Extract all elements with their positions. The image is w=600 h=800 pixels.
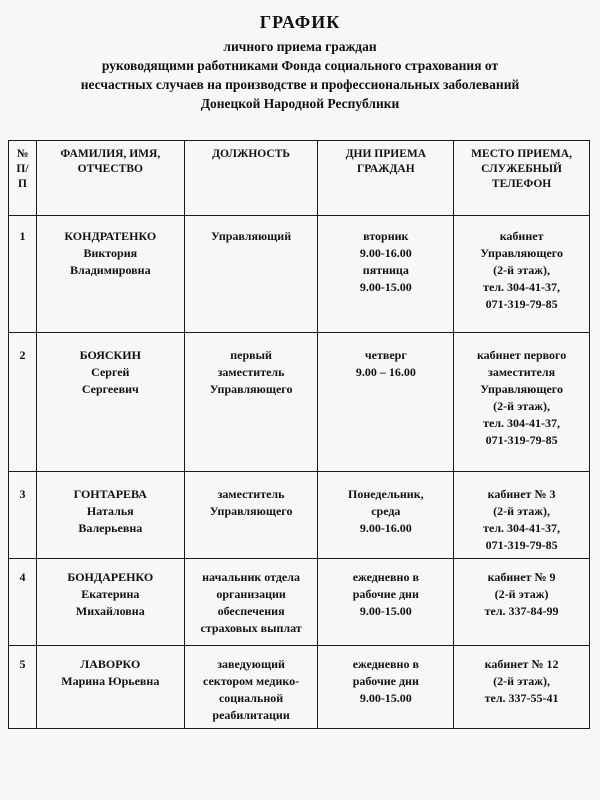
person-position: первый заместитель Управляющего	[184, 333, 318, 472]
row-number: 5	[9, 646, 37, 729]
subtitle-line-1: личного приема граждан	[223, 39, 377, 54]
reception-schedule-table	[8, 140, 590, 729]
person-name: БОЯСКИН Сергей Сергеевич	[36, 333, 184, 472]
document-title: ГРАФИК	[259, 12, 341, 32]
person-position: Управляющий	[184, 216, 318, 333]
reception-days: четверг 9.00 – 16.00	[318, 333, 454, 472]
reception-days: ежедневно в рабочие дни 9.00-15.00	[318, 646, 454, 729]
person-name: ЛАВОРКО Марина Юрьевна	[36, 646, 184, 729]
subtitle-line-2: руководящими работниками Фонда социального страхования от	[101, 58, 499, 73]
row-number: 2	[9, 333, 37, 472]
header-position: ДОЛЖНОСТЬ	[184, 141, 318, 216]
reception-place: кабинет № 12 (2-й этаж), тел. 337-55-41	[454, 646, 590, 729]
reception-days: ежедневно в рабочие дни 9.00-15.00	[318, 559, 454, 646]
header-reception-days: ДНИ ПРИЕМА ГРАЖДАН	[318, 141, 454, 216]
reception-days: вторник 9.00-16.00 пятница 9.00-15.00	[318, 216, 454, 333]
document-header	[0, 12, 600, 113]
person-position: начальник отдела организации обеспечения страховых выплат	[184, 559, 318, 646]
subtitle-line-4: Донецкой Народной Республики	[200, 96, 400, 111]
person-name: БОНДАРЕНКО Екатерина Михайловна	[36, 559, 184, 646]
reception-place: кабинет первого заместителя Управляющего (2-й этаж), тел. 304-41-37, 071-319-79-85	[454, 333, 590, 472]
header-number: № П/ П	[9, 141, 37, 216]
row-number: 1	[9, 216, 37, 333]
table-row	[9, 333, 590, 472]
reception-place: кабинет № 3 (2-й этаж), тел. 304-41-37, 071-319-79-85	[454, 472, 590, 559]
table-header-row	[9, 141, 590, 216]
table-row	[9, 472, 590, 559]
reception-place: кабинет Управляющего (2-й этаж), тел. 304-41-37, 071-319-79-85	[454, 216, 590, 333]
header-full-name: ФАМИЛИЯ, ИМЯ, ОТЧЕСТВО	[36, 141, 184, 216]
reception-days: Понедельник, среда 9.00-16.00	[318, 472, 454, 559]
header-reception-place: МЕСТО ПРИЕМА, СЛУЖЕБНЫЙ ТЕЛЕФОН	[454, 141, 590, 216]
reception-place: кабинет № 9 (2-й этаж) тел. 337-84-99	[454, 559, 590, 646]
person-position: заместитель Управляющего	[184, 472, 318, 559]
table-row	[9, 216, 590, 333]
table-row	[9, 646, 590, 729]
table-row	[9, 559, 590, 646]
subtitle-line-3: несчастных случаев на производстве и профессиональных заболеваний	[80, 77, 520, 92]
row-number: 3	[9, 472, 37, 559]
person-name: КОНДРАТЕНКО Виктория Владимировна	[36, 216, 184, 333]
person-name: ГОНТАРЕВА Наталья Валерьевна	[36, 472, 184, 559]
row-number: 4	[9, 559, 37, 646]
person-position: заведующий сектором медико- социальной реабилитации	[184, 646, 318, 729]
